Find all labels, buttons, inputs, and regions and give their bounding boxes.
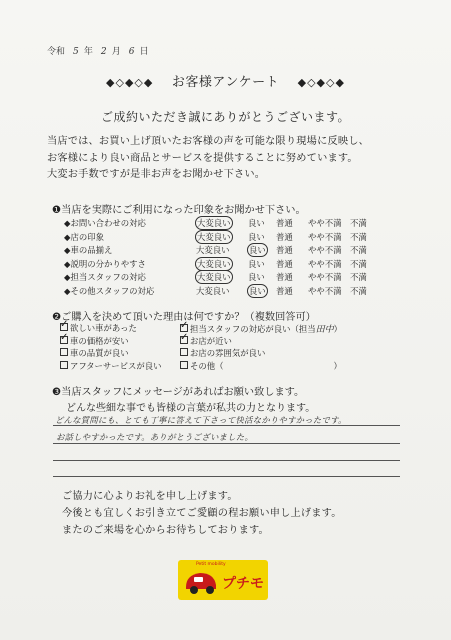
rating-option[interactable]: 良い <box>249 245 266 255</box>
rating-row <box>64 217 384 231</box>
intro-line: 当店では、お買い上げ頂いたお客様の声を可能な限り現場に反映し、 <box>47 136 370 147</box>
q2-question: ご購入を決めて頂いた理由は何ですか？（複数回答可） <box>61 312 316 323</box>
q2-option-label: 車の品質が良い <box>70 348 129 359</box>
page-title <box>0 71 451 90</box>
message-answer-line: お話しやすかったです。ありがとうございました。 <box>56 432 254 442</box>
closing-text <box>62 488 342 539</box>
rating-option[interactable]: やや不満 <box>308 272 342 282</box>
checkbox[interactable] <box>60 336 68 344</box>
rating-option[interactable]: 良い <box>248 231 265 242</box>
q2-option[interactable] <box>180 360 342 372</box>
date-line <box>47 44 149 57</box>
rating-row <box>64 258 384 272</box>
rating-option[interactable]: やや不満 <box>308 231 342 242</box>
rating-option[interactable]: やや不満 <box>308 218 342 228</box>
petimo-logo <box>178 560 268 600</box>
rating-row-label: ◆説明の分かりやすさ <box>64 258 146 269</box>
checkbox[interactable] <box>180 348 188 356</box>
q2-option-label: 欲しい車があった <box>70 323 137 333</box>
logo-name: プチモ <box>222 576 264 592</box>
closing-line: またのご来場を心からお待ちしております。 <box>62 525 269 536</box>
q2-option-label: 担当スタッフの対応が良い（担当 <box>190 324 316 334</box>
checkbox[interactable] <box>180 336 188 344</box>
title-text: お客様アンケート <box>171 75 280 90</box>
rating-row <box>64 271 384 285</box>
rating-option[interactable]: 大変良い <box>197 218 231 228</box>
checkbox[interactable] <box>60 348 68 356</box>
q2-option-label: その他（ <box>190 361 224 372</box>
q1-heading <box>52 201 306 216</box>
thanks-message: ご成約いただき誠にありがとうございます。 <box>100 110 351 124</box>
q2-option[interactable] <box>60 335 129 347</box>
rating-option[interactable]: 不満 <box>350 245 367 255</box>
rating-row-label: ◆店の印象 <box>64 231 104 242</box>
rating-option[interactable]: 普通 <box>276 258 293 269</box>
q2-option-row <box>60 347 380 360</box>
rating-option[interactable]: 不満 <box>350 272 367 282</box>
rating-option[interactable]: 不満 <box>350 258 367 269</box>
rating-row <box>64 285 384 299</box>
rating-row-label: ◆お問い合わせの対応 <box>64 218 146 228</box>
month-value: 2 <box>100 47 107 57</box>
q2-option-row <box>60 360 380 373</box>
q3-number: ❸ <box>52 387 62 398</box>
rating-option[interactable]: 普通 <box>276 231 293 242</box>
logo-tagline: Petit mobility <box>196 562 226 567</box>
intro-text <box>47 134 369 184</box>
q1-rating-table <box>64 217 384 298</box>
q2-option-close: ） <box>333 324 343 334</box>
era-label: 令和 <box>47 47 66 57</box>
rating-row <box>64 231 384 245</box>
staff-name-handwritten: 田中 <box>315 325 334 335</box>
q2-options <box>60 322 380 373</box>
q3-question: 当店スタッフにメッセージがあればお願い致します。 <box>61 387 305 398</box>
answer-line <box>53 443 400 444</box>
rating-row-label: ◆車の品揃え <box>64 245 113 255</box>
rating-option[interactable]: やや不満 <box>308 245 342 255</box>
day-unit: 日 <box>139 47 149 57</box>
rating-option[interactable]: やや不満 <box>308 258 342 269</box>
closing-line: ご協力に心よりお礼を申し上げます。 <box>62 491 238 502</box>
rating-option[interactable]: 不満 <box>350 231 367 242</box>
q2-option[interactable] <box>60 347 129 359</box>
rating-option[interactable]: 良い <box>248 218 265 228</box>
q2-option-label: お店が近い <box>190 335 232 346</box>
checkbox[interactable] <box>60 323 68 331</box>
q2-option-row <box>60 322 380 335</box>
rating-option[interactable]: 普通 <box>276 272 293 282</box>
q2-option-label: 車の価格が安い <box>70 335 129 346</box>
car-icon <box>182 567 222 597</box>
intro-line: お客様により良い商品とサービスを提供することに努めています。 <box>47 152 358 164</box>
q2-option-label: アフターサービスが良い <box>70 361 162 372</box>
title-deco-right: ◆◇◆◇◆ <box>297 76 345 89</box>
rating-option[interactable]: 不満 <box>350 218 367 228</box>
rating-option[interactable]: 大変良い <box>196 245 230 255</box>
q2-option-label: お店の雰囲気が良い <box>190 348 266 359</box>
day-value: 6 <box>128 47 135 57</box>
rating-option[interactable]: 大変良い <box>196 285 230 296</box>
q2-option[interactable] <box>180 335 232 347</box>
q2-option[interactable] <box>60 360 162 372</box>
rating-option[interactable]: 大変良い <box>197 272 231 282</box>
q1-number: ❶ <box>52 205 62 216</box>
q2-option[interactable] <box>180 322 342 335</box>
rating-option[interactable]: 不満 <box>350 285 367 296</box>
rating-row-label: ◆担当スタッフの対応 <box>64 272 146 282</box>
intro-line: 大変お手数ですが是非お声をお聞かせ下さい。 <box>47 169 266 180</box>
q1-question: 当店を実際にご利用になった印象をお聞かせ下さい。 <box>61 205 306 216</box>
q2-number: ❷ <box>52 312 62 323</box>
closing-line: 今後とも宜しくお引き立てご愛顧の程お願い申し上げます。 <box>62 508 342 519</box>
checkbox[interactable] <box>60 361 68 369</box>
title-deco-left: ◆◇◆◇◆ <box>106 76 154 89</box>
rating-option[interactable]: 良い <box>249 285 266 296</box>
year-value: 5 <box>73 47 79 57</box>
q3-heading <box>52 383 304 398</box>
rating-option[interactable]: 良い <box>248 258 265 269</box>
q3-subtext: どんな些細な事でも皆様の言葉が私共の力となります。 <box>66 403 316 414</box>
rating-row <box>64 244 384 258</box>
rating-option[interactable]: 普通 <box>276 245 293 255</box>
year-unit: 年 <box>83 47 93 57</box>
q2-option-close: ） <box>333 361 342 372</box>
q2-option[interactable] <box>180 347 265 359</box>
rating-option[interactable]: やや不満 <box>308 285 342 296</box>
month-unit: 月 <box>111 47 121 57</box>
rating-option[interactable]: 良い <box>248 272 265 282</box>
rating-option[interactable]: 大変良い <box>197 258 231 269</box>
rating-row-label: ◆その他スタッフの対応 <box>64 285 155 296</box>
answer-line <box>53 460 400 461</box>
message-answer-line: どんな質問にも、とても丁寧に答えて下さって快活なかりやすかったです。 <box>55 415 347 425</box>
q2-option-row <box>60 335 380 348</box>
rating-option[interactable]: 普通 <box>276 285 293 296</box>
rating-option[interactable]: 大変良い <box>197 231 231 242</box>
checkbox[interactable] <box>180 361 188 369</box>
answer-line <box>53 476 400 477</box>
q2-option[interactable] <box>60 322 137 334</box>
rating-option[interactable]: 普通 <box>276 218 293 228</box>
